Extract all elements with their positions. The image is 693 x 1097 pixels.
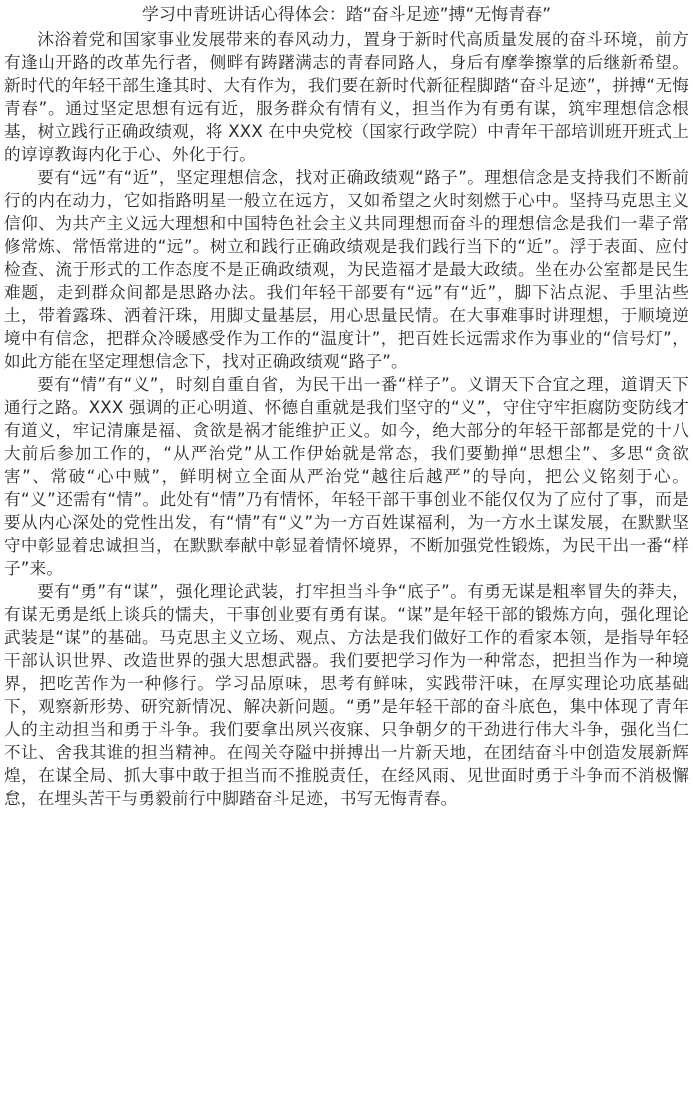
- paragraph-far-near: 要有“远”有“近”，坚定理想信念，找对正确政绩观“路子”。理想信念是支持我们不断前行的内在动力，它如指路明星一般立在远方，又如希望之火时刻燃于心中。坚持马克思主义信仰、为共产主义远大理想和中国特色社会主义共同理想而奋斗的理想信念是我们一辈子常修常炼、常悟常进的“远”。树立和践行正确政绩观是我们践行当下的“近”。浮于表面、应付检查、流于形式的工作态度不是正确政绩观，为民造福才是最大政绩。坐在办公室都是民生难题，走到群众间都是思路办法。我们年轻干部要有“远”有“近”，脚下沾点泥、手里沾些土，带着露珠、洒着汗珠，用脚丈量基层，用心思量民情。在大事难事时讲理想，于顺境逆境中有信念，把群众冷暖感受作为工作的“温度计”，把百姓长远需求作为事业的“信号灯”，如此方能在坚定理想信念下，找对正确政绩观“路子”。: [4, 168, 689, 371]
- document-title: 学习中青班讲话心得体会：踏“奋斗足迹”搏“无悔青春”: [141, 5, 552, 25]
- paragraph-feeling-righteousness: 要有“情”有“义”，时刻自重自省，为民干出一番“样子”。义谓天下合宜之理，道谓天下通行之路。XXX 强调的正心明道、怀德自重就是我们坚守的“义”，守住守牢拒腐防变防线才有道义，牢记清廉是福、贪欲是祸才能维护正义。如今，绝大部分的年轻干部都是党的十八大前后参加工作的，“从严治党”从工作伊始就是常态，我们要勤掸“思想尘”、多思“贪欲害”、常破“心中贼”，鲜明树立全面从严治党“越往后越严”的导向，把公义铭刻于心。有“义”还需有“情”。此处有“情”乃有情怀，年轻干部干事创业不能仅仅为了应付了事，而是要从内心深处的党性出发，有“情”有“义”为一方百姓谋福利，为一方水土谋发展，在默默坚守中彰显着忠诚担当，在默默奉献中彰显着情怀境界，不断加强党性锻炼，为民干出一番“样子”来。: [4, 375, 689, 578]
- paragraph-courage-strategy: 要有“勇”有“谋”，强化理论武装，打牢担当斗争“底子”。有勇无谋是粗率冒失的莽夫，有谋无勇是纸上谈兵的懦夫，干事创业要有勇有谋。“谋”是年轻干部的锻炼方向，强化理论武装是“谋”的基础。马克思主义立场、观点、方法是我们做好工作的看家本领，是指导年轻干部认识世界、改造世界的强大思想武器。我们要把学习作为一种常态，把担当作为一种境界，把吃苦作为一种修行。学习品原味，思考有鲜味，实践带汗味，在厚实理论功底基础下，观察新形势、研究新情况、解决新问题。“勇”是年轻干部的奋斗底色，集中体现了青年人的主动担当和勇于斗争。我们要拿出夙兴夜寐、只争朝夕的干劲进行伟大斗争，强化当仁不让、舍我其谁的担当精神。在闯关夺隘中拼搏出一片新天地，在团结奋斗中创造发展新辉煌，在谋全局、抓大事中敢于担当而不推脱责任，在经风雨、见世面时勇于斗争而不消极懈怠，在埋头苦干与勇毅前行中脚踏奋斗足迹，书写无悔青春。: [4, 582, 689, 808]
- paragraph-intro: 沐浴着党和国家事业发展带来的春风动力，置身于新时代高质量发展的奋斗环境，前方有逢山开路的改革先行者，侧畔有踌躇满志的青春同路人，身后有摩拳擦掌的后继新希望。新时代的年轻干部生逢其时、大有作为，我们要在新时代新征程脚踏“奋斗足迹”，拼搏“无悔青春”。通过坚定思想有远有近，服务群众有情有义，担当作为有勇有谋，筑牢理想信念根基，树立践行正确政绩观，将 XXX 在中央党校（国家行政学院）中青年干部培训班开班式上的谆谆教诲内化于心、外化于行。: [4, 30, 689, 164]
